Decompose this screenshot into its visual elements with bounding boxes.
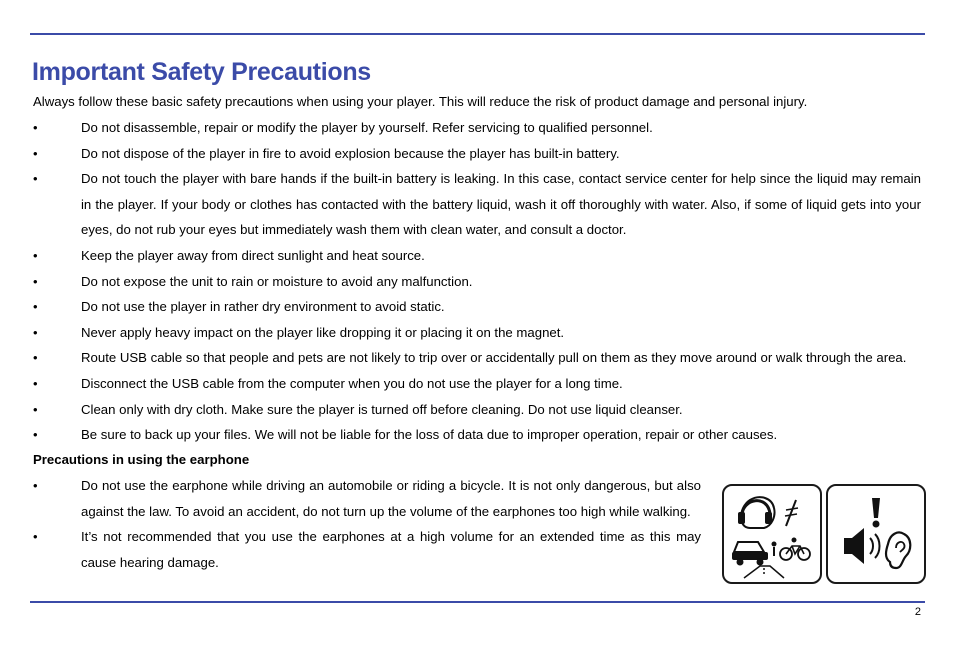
- list-item-text: Never apply heavy impact on the player like dropping it or placing it on the magnet.: [81, 324, 565, 340]
- list-item: [33, 524, 701, 575]
- bullet: •: [33, 427, 38, 443]
- list-item-text: Be sure to back up your files. We will not be liable for the loss of data due to improper operation, repair or other causes.: [81, 427, 778, 443]
- bottom-rule: [30, 601, 925, 603]
- list-item: [33, 397, 921, 423]
- list-item: [33, 294, 921, 320]
- list-item-text: Disconnect the USB cable from the computer when you do not use the player for a long time.: [81, 375, 623, 391]
- list-item: [33, 269, 921, 295]
- list-item-text: Do not expose the unit to rain or moisture to avoid any malfunction.: [81, 273, 473, 289]
- precautions-list: [33, 115, 921, 448]
- list-item-text: Route USB cable so that people and pets are not likely to trip over or accidentally pull on them as they move around or walk through the area.: [81, 350, 907, 366]
- bullet: •: [33, 171, 38, 187]
- bullet: •: [33, 145, 38, 161]
- earphone-heading: Precautions in using the earphone: [33, 452, 250, 467]
- list-item-text: Clean only with dry cloth. Make sure the player is turned off before cleaning. Do not use liquid cleanser.: [81, 401, 683, 417]
- list-item: [33, 320, 921, 346]
- bullet: •: [33, 478, 38, 493]
- warning-icons: [722, 484, 926, 584]
- bullet: •: [33, 324, 38, 340]
- list-item: [33, 166, 921, 243]
- list-item: [33, 115, 921, 141]
- list-item-text: Do not use the player in rather dry environment to avoid static.: [81, 299, 445, 315]
- list-item-text: It’s not recommended that you use the earphones at a high volume for an extended time as this may cause hearing damage.: [81, 529, 701, 570]
- list-item-text: Do not dispose of the player in fire to avoid explosion because the player has built-in battery.: [81, 145, 620, 161]
- list-item: [33, 243, 921, 269]
- list-item-text: Do not touch the player with bare hands if the built-in battery is leaking. In this case, contact service center for help since the liquid may remain in the player. If your body or clothes has contacted with the battery liquid, wash it off thoroughly with water. Also, if some of liquid gets into your eyes, do not rub your eyes but immediately wash them with clean water, and consult a doctor.: [81, 171, 921, 238]
- bullet: •: [33, 529, 38, 545]
- page-title: Important Safety Precautions: [32, 58, 371, 86]
- loud-volume-warning-icon: [826, 484, 926, 584]
- bullet: •: [33, 120, 38, 135]
- bullet: •: [33, 350, 38, 366]
- no-headphones-while-driving-icon: [722, 484, 822, 584]
- bullet: •: [33, 273, 38, 289]
- top-rule: [30, 33, 925, 35]
- bullet: •: [33, 299, 38, 315]
- list-item-text: Do not disassemble, repair or modify the player by yourself. Refer servicing to qualified personnel.: [81, 120, 653, 135]
- page-number: 2: [914, 606, 921, 618]
- list-item: [33, 371, 921, 397]
- intro-text: Always follow these basic safety precautions when using your player. This will reduce the risk of product damage and personal injury.: [33, 94, 808, 109]
- list-item: [33, 422, 921, 448]
- list-item: [33, 345, 921, 371]
- bullet: •: [33, 401, 38, 417]
- list-item: [33, 141, 921, 167]
- earphone-precautions-list: [33, 473, 701, 575]
- list-item: [33, 473, 701, 524]
- bullet: •: [33, 247, 38, 263]
- bullet: •: [33, 375, 38, 391]
- list-item-text: Do not use the earphone while driving an automobile or riding a bicycle. It is not only dangerous, but also against the law. To avoid an accident, do not turn up the volume of the earphones too high while walking.: [81, 478, 701, 519]
- list-item-text: Keep the player away from direct sunlight and heat source.: [81, 247, 425, 263]
